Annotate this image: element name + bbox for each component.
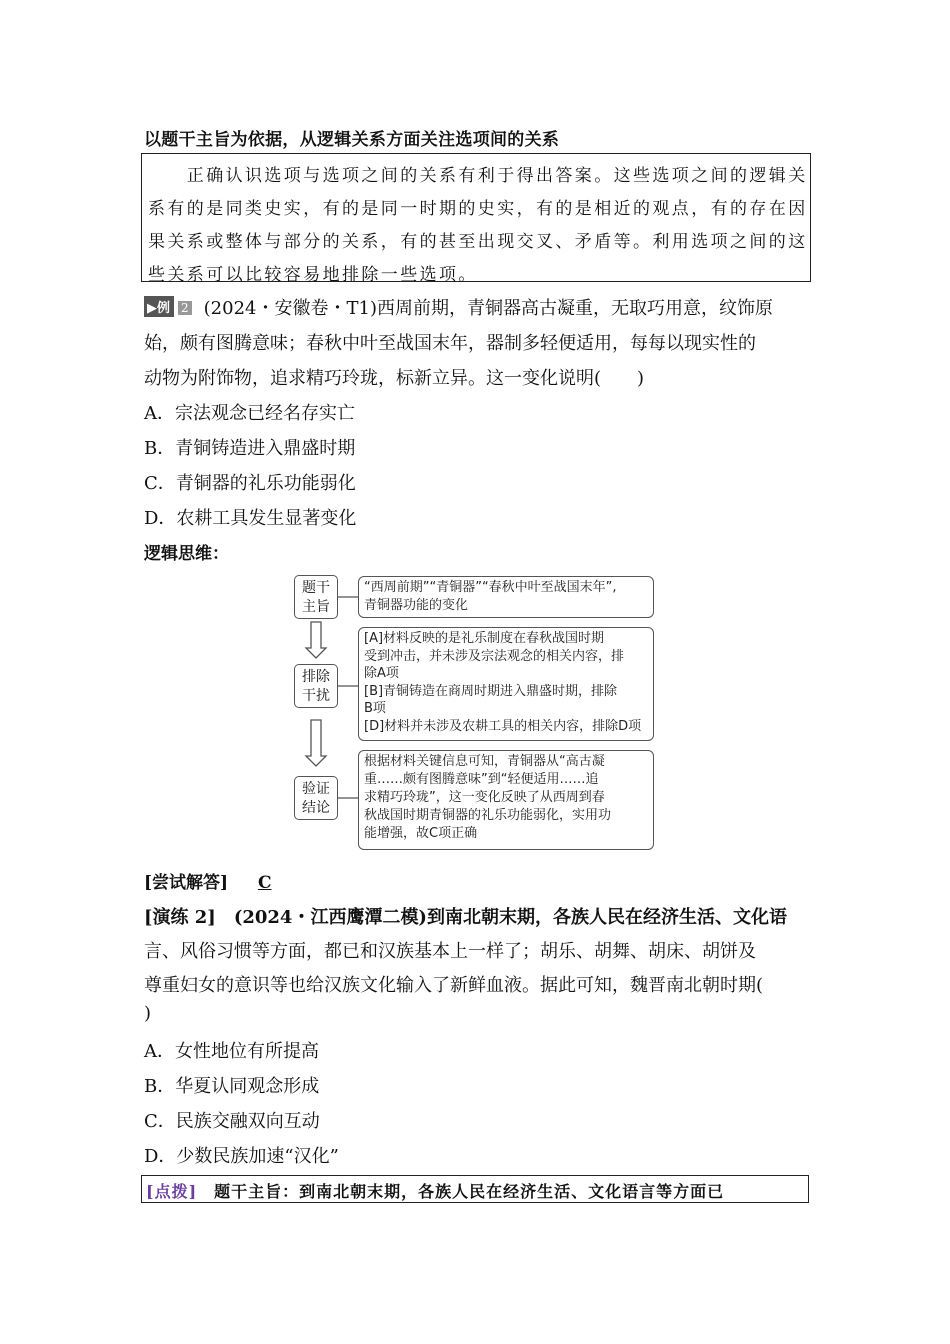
drill-stem-line: 尊重妇女的意识等也给汉族文化输入了新鲜血液。据此可知，魏晋南北朝时期(	[144, 975, 764, 996]
drill-stem-line: )	[144, 1003, 152, 1024]
answer-line	[144, 868, 271, 893]
option-d: D．农耕工具发生显著变化	[144, 508, 357, 529]
step-content-verify: 根据材料关键信息可知，青铜器从“高古凝 重……颇有图腾意味”到“轻便适用……追 求精巧玲珑”，这一变化反映了从西周到春 秋战国时期青铜器的礼乐功能弱化，实用功 能增强，故C项正确	[358, 750, 654, 850]
option-b: B．青铜铸造进入鼎盛时期	[144, 438, 356, 459]
step-label-main-idea: 题干 主旨	[294, 575, 338, 619]
answer-label: [尝试解答]	[144, 873, 229, 893]
intro-line: 些关系可以比较容易地排除一些选项。	[148, 265, 478, 285]
example-stem-line	[144, 294, 773, 320]
drill-option-d: D．少数民族加速“汉化”	[144, 1146, 339, 1167]
tip-label: [点拨]	[146, 1182, 198, 1201]
intro-line: 正确认识选项与选项之间的关系有利于得出答案。这些选项之间的逻辑关	[148, 166, 808, 186]
down-arrow-icon	[306, 622, 326, 658]
example-tag: ▶例	[144, 296, 174, 317]
drill-option-b: B．华夏认同观念形成	[144, 1076, 320, 1097]
tip-box	[141, 1175, 809, 1203]
down-arrow-icon	[306, 720, 326, 766]
example-stem-line: 始，颇有图腾意味；春秋中叶至战国末年，器制多轻便适用，每每以现实性的	[144, 333, 756, 354]
drill-option-a: A．女性地位有所提高	[144, 1041, 319, 1062]
drill-stem-line: [演练 2] (2024・江西鹰潭二模)到南北朝末期，各族人民在经济生活、文化语	[144, 907, 787, 928]
intro-line: 系有的是同类史实，有的是同一时期的史实，有的是相近的观点，有的存在因	[148, 199, 808, 219]
option-c: C．青铜器的礼乐功能弱化	[144, 473, 356, 494]
step-content-exclude: [A]材料反映的是礼乐制度在春秋战国时期 受到冲击，并未涉及宗法观念的相关内容，排 除A项 [B]青铜铸造在商周时期进入鼎盛时期，排除 B项 [D]材料并未涉及农耕工具的相关内容，排除D项	[358, 627, 654, 741]
section-heading: 以题干主旨为依据，从逻辑关系方面关注选项间的关系	[144, 130, 560, 150]
example-number: 2	[178, 301, 192, 315]
intro-line: 果关系或整体与部分的关系，有的甚至出现交叉、矛盾等。利用选项之间的这	[148, 232, 808, 252]
step-content-main-idea: “西周前期”“青铜器”“春秋中叶至战国末年”, 青铜器功能的变化	[358, 576, 654, 618]
drill-option-c: C．民族交融双向互动	[144, 1111, 320, 1132]
tip-text: 题干主旨：到南北朝末期，各族人民在经济生活、文化语言等方面已	[197, 1182, 725, 1201]
answer-value: C	[257, 873, 272, 893]
logic-label: 逻辑思维：	[144, 544, 229, 564]
option-a: A．宗法观念已经名存实亡	[144, 403, 355, 424]
example-stem-line: 动物为附饰物，追求精巧玲珑，标新立异。这一变化说明( )	[144, 368, 645, 389]
intro-box	[141, 153, 811, 285]
drill-stem-line: 言、风俗习惯等方面，都已和汉族基本上一样了；胡乐、胡舞、胡床、胡饼及	[144, 941, 756, 962]
step-label-exclude: 排除 干扰	[294, 664, 338, 708]
example-stem-text: (2024・安徽卷・T1)西周前期，青铜器高古凝重，无取巧用意，纹饰原	[203, 298, 773, 319]
step-label-verify: 验证 结论	[294, 776, 338, 820]
